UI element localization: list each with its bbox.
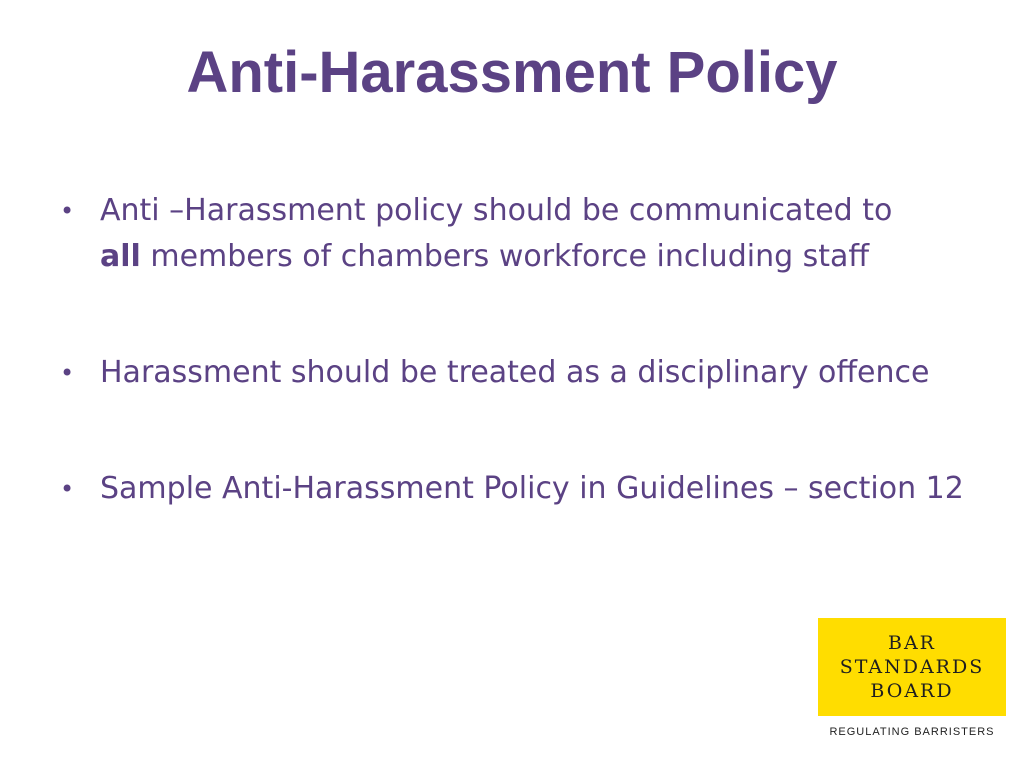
bar-standards-board-logo [818,618,1006,742]
slide-title: Anti-Harassment Policy [186,40,838,105]
bullet-icon: • [60,475,75,503]
bullet-text-line1: Anti –Harassment policy should be communicated to [100,193,893,228]
bullet-icon: • [60,197,75,225]
bullet-list [60,188,980,512]
bullet-text: Harassment should be treated as a disciplinary offence [100,355,930,390]
bullet-text-line2: members of chambers workforce including staff [140,239,870,274]
bullet-item-guidelines [60,466,980,512]
bullet-bold-word: all [100,239,141,274]
bullet-item-disciplinary [60,350,980,396]
bullet-icon: • [60,359,75,387]
logo-line-standards: STANDARDS [839,656,985,678]
logo-line-board: BOARD [870,680,954,702]
bullet-item-communication [60,188,980,280]
logo-tagline: REGULATING BARRISTERS [829,726,995,738]
bullet-text: Sample Anti-Harassment Policy in Guidelines – section 12 [100,471,964,506]
logo-box [818,618,1006,716]
logo-line-bar: BAR [888,632,936,654]
